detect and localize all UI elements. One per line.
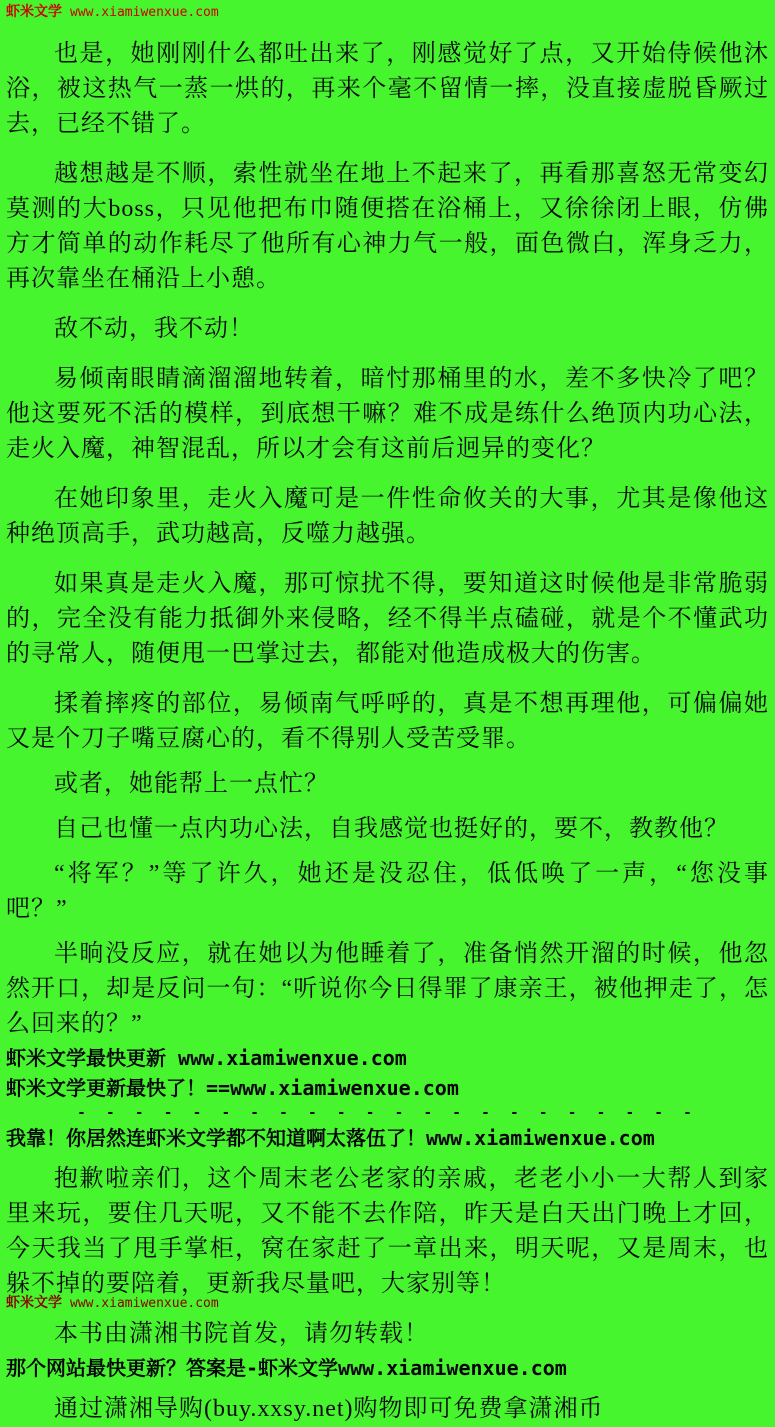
site-name-header: 虾米文学: [6, 3, 62, 19]
promo-line: 通过潇湘导购(buy.xxsy.net)购物即可免费拿潇湘币: [54, 1396, 604, 1422]
site-header: [6, 2, 769, 22]
first-publish-notice: 本书由潇湘书院首发，请勿转载！: [54, 1321, 429, 1347]
site-footer: [6, 1293, 219, 1313]
novel-paragraph: 易倾南眼睛滴溜溜地转着，暗忖那桶里的水，差不多快冷了吧？他这要死不活的模样，到底想干嘛？难不成是练什么绝顶内功心法，走火入魔，神智混乱，所以才会有这前后迥异的变化？: [6, 366, 769, 462]
site-name-footer: 虾米文学: [6, 1294, 62, 1310]
novel-paragraph: 越想越是不顺，索性就坐在地上不起来了，再看那喜怒无常变幻莫测的大boss，只见他把布巾随便搭在浴桶上，又徐徐闭上眼，仿佛方才简单的动作耗尽了他所有心神力气一般，面色微白，浑身乏力，再次靠坐在桶沿上小憩。: [6, 161, 769, 292]
site-url-footer: www.xiamiwenxue.com: [70, 1296, 219, 1311]
novel-paragraph: 或者，她能帮上一点忙？: [54, 771, 329, 797]
novel-paragraph: 半晌没反应，就在她以为他睡着了，准备悄然开溜的时候，他忽然开口，却是反问一句：“听说你今日得罪了康亲王，被他押走了，怎么回来的？”: [6, 941, 769, 1037]
novel-paragraph: 敌不动，我不动！: [54, 316, 254, 342]
site-url-header: www.xiamiwenxue.com: [70, 5, 219, 20]
novel-paragraph: 揉着摔疼的部位，易倾南气呼呼的，真是不想再理他，可偏偏她又是个刀子嘴豆腐心的，看不得别人受苦受罪。: [6, 691, 769, 752]
watermark-update-fastest: 虾米文学更新最快了！==www.xiamiwenxue.com: [6, 1076, 459, 1100]
novel-paragraph: 在她印象里，走火入魔可是一件性命攸关的大事，尤其是像他这种绝顶高手，武功越高，反噬力越强。: [6, 486, 769, 547]
dashed-divider: - - - - - - - - - - - - - - - - - - - - - -: [77, 1105, 698, 1121]
watermark-exclaim: 我靠！你居然连虾米文学都不知道啊太落伍了！www.xiamiwenxue.com: [6, 1126, 655, 1150]
watermark-question: 那个网站最快更新？答案是-虾米文学www.xiamiwenxue.com: [6, 1356, 567, 1380]
novel-paragraph: 自己也懂一点内功心法，自我感觉也挺好的，要不，教教他？: [54, 816, 729, 842]
watermark-fastest-update: 虾米文学最快更新 www.xiamiwenxue.com: [6, 1046, 407, 1070]
novel-paragraph: 也是，她刚刚什么都吐出来了，刚感觉好了点，又开始侍候他沐浴，被这热气一蒸一烘的，再来个毫不留情一摔，没直接虚脱昏厥过去，已经不错了。: [6, 41, 769, 137]
author-note-paragraph: 抱歉啦亲们，这个周末老公老家的亲戚，老老小小一大帮人到家里来玩，要住几天呢，又不能不去作陪，昨天是白天出门晚上才回，今天我当了甩手掌柜，窝在家赶了一章出来，明天呢，又是周末，也躲不掉的要陪着，更新我尽量吧，大家别等！: [6, 1166, 769, 1297]
novel-paragraph: 如果真是走火入魔，那可惊扰不得，要知道这时候他是非常脆弱的，完全没有能力抵御外来侵略，经不得半点磕碰，就是个不懂武功的寻常人，随便甩一巴掌过去，都能对他造成极大的伤害。: [6, 571, 769, 667]
novel-paragraph: “将军？”等了许久，她还是没忍住，低低唤了一声，“您没事吧？”: [6, 861, 769, 922]
